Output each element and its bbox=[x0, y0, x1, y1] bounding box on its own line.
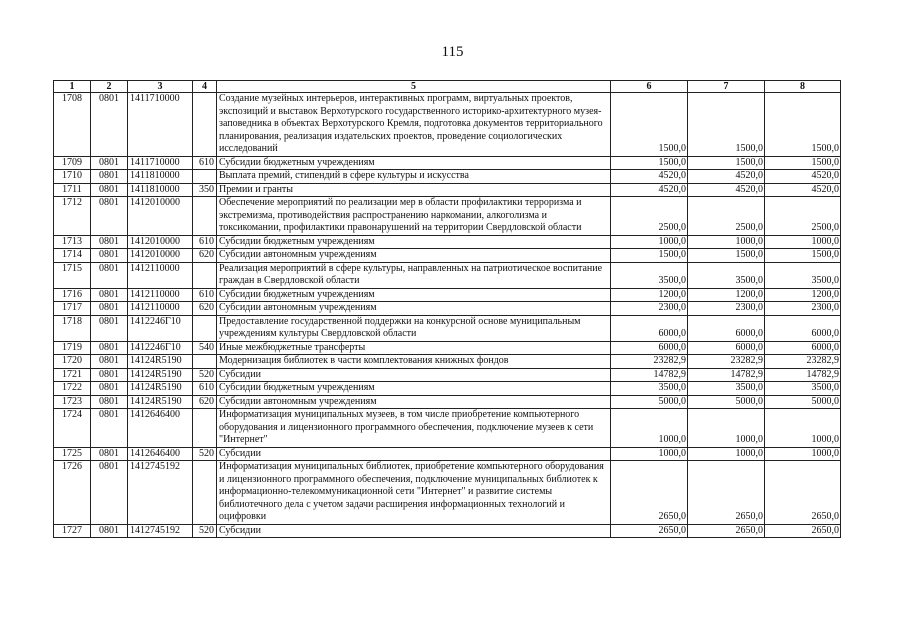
amount-col8-cell: 1500,0 bbox=[765, 156, 841, 170]
amount-col6-cell: 1000,0 bbox=[611, 409, 688, 448]
table-row bbox=[54, 461, 841, 525]
table-row bbox=[54, 395, 841, 409]
amount-col7-cell: 6000,0 bbox=[688, 341, 765, 355]
section-code-cell: 0801 bbox=[91, 461, 128, 525]
section-code-cell: 0801 bbox=[91, 235, 128, 249]
table-row bbox=[54, 235, 841, 249]
amount-col6-cell: 1000,0 bbox=[611, 447, 688, 461]
amount-col8-cell: 1500,0 bbox=[765, 249, 841, 263]
description-cell: Выплата премий, стипендий в сфере культуры и искусства bbox=[217, 170, 611, 184]
amount-col7-cell: 5000,0 bbox=[688, 395, 765, 409]
target-code-cell: 1412010000 bbox=[128, 235, 193, 249]
amount-col6-cell: 3500,0 bbox=[611, 382, 688, 396]
column-header: 3 bbox=[128, 81, 193, 93]
description-cell: Субсидии бюджетным учреждениям bbox=[217, 156, 611, 170]
description-cell: Создание музейных интерьеров, интерактивных программ, виртуальных проектов, экспозиций и выставок Верхотурского государственного историко-архитектурного музея-заповедника в объектах Верхотурского Кремля, подготовка документов территориального планирования, реализация издательских проектов, проведение социологических исследований bbox=[217, 93, 611, 157]
amount-col6-cell: 2650,0 bbox=[611, 524, 688, 538]
description-cell: Информатизация муниципальных библиотек, приобретение компьютерного оборудования и лицензионного программного обеспечения, подключение муниципальных библиотек к информационно-телекоммуникационной сети "Интернет" и развитие системы библиотечного дела с учетом задачи расширения информационных технологий и оцифровки bbox=[217, 461, 611, 525]
amount-col7-cell: 3500,0 bbox=[688, 382, 765, 396]
amount-col6-cell: 4520,0 bbox=[611, 170, 688, 184]
section-code-cell: 0801 bbox=[91, 156, 128, 170]
expense-type-cell: 520 bbox=[193, 368, 217, 382]
row-number-cell: 1727 bbox=[54, 524, 91, 538]
expense-type-cell bbox=[193, 93, 217, 157]
amount-col8-cell: 2300,0 bbox=[765, 302, 841, 316]
expense-type-cell: 610 bbox=[193, 156, 217, 170]
amount-col6-cell: 5000,0 bbox=[611, 395, 688, 409]
amount-col7-cell: 3500,0 bbox=[688, 262, 765, 288]
amount-col6-cell: 1200,0 bbox=[611, 288, 688, 302]
amount-col6-cell: 1500,0 bbox=[611, 93, 688, 157]
row-number-cell: 1715 bbox=[54, 262, 91, 288]
target-code-cell: 1411710000 bbox=[128, 93, 193, 157]
amount-col7-cell: 2500,0 bbox=[688, 197, 765, 236]
amount-col8-cell: 2650,0 bbox=[765, 461, 841, 525]
description-cell: Субсидии бюджетным учреждениям bbox=[217, 235, 611, 249]
amount-col6-cell: 1000,0 bbox=[611, 235, 688, 249]
row-number-cell: 1713 bbox=[54, 235, 91, 249]
description-cell: Информатизация муниципальных музеев, в том числе приобретение компьютерного оборудования и лицензионного программного обеспечения, подключение музеев к сети "Интернет" bbox=[217, 409, 611, 448]
expense-type-cell bbox=[193, 197, 217, 236]
section-code-cell: 0801 bbox=[91, 93, 128, 157]
amount-col7-cell: 2300,0 bbox=[688, 302, 765, 316]
section-code-cell: 0801 bbox=[91, 315, 128, 341]
expense-type-cell: 610 bbox=[193, 382, 217, 396]
row-number-cell: 1711 bbox=[54, 183, 91, 197]
target-code-cell: 1412010000 bbox=[128, 249, 193, 263]
amount-col7-cell: 14782,9 bbox=[688, 368, 765, 382]
row-number-cell: 1716 bbox=[54, 288, 91, 302]
amount-col7-cell: 4520,0 bbox=[688, 170, 765, 184]
amount-col6-cell: 6000,0 bbox=[611, 315, 688, 341]
target-code-cell: 14124R5190 bbox=[128, 368, 193, 382]
amount-col8-cell: 3500,0 bbox=[765, 262, 841, 288]
amount-col8-cell: 1500,0 bbox=[765, 93, 841, 157]
table-row bbox=[54, 355, 841, 369]
amount-col6-cell: 23282,9 bbox=[611, 355, 688, 369]
column-header: 6 bbox=[611, 81, 688, 93]
description-cell: Реализация мероприятий в сфере культуры, направленных на патриотическое воспитание граждан в Свердловской области bbox=[217, 262, 611, 288]
amount-col8-cell: 1000,0 bbox=[765, 235, 841, 249]
amount-col7-cell: 6000,0 bbox=[688, 315, 765, 341]
amount-col6-cell: 6000,0 bbox=[611, 341, 688, 355]
expense-type-cell: 610 bbox=[193, 235, 217, 249]
expense-type-cell: 610 bbox=[193, 288, 217, 302]
row-number-cell: 1726 bbox=[54, 461, 91, 525]
expense-type-cell bbox=[193, 262, 217, 288]
amount-col6-cell: 2500,0 bbox=[611, 197, 688, 236]
section-code-cell: 0801 bbox=[91, 355, 128, 369]
column-header: 1 bbox=[54, 81, 91, 93]
budget-table bbox=[53, 80, 841, 538]
amount-col8-cell: 1200,0 bbox=[765, 288, 841, 302]
row-number-cell: 1721 bbox=[54, 368, 91, 382]
section-code-cell: 0801 bbox=[91, 395, 128, 409]
target-code-cell: 1412110000 bbox=[128, 302, 193, 316]
section-code-cell: 0801 bbox=[91, 341, 128, 355]
section-code-cell: 0801 bbox=[91, 368, 128, 382]
description-cell: Премии и гранты bbox=[217, 183, 611, 197]
target-code-cell: 14124R5190 bbox=[128, 382, 193, 396]
amount-col7-cell: 1000,0 bbox=[688, 447, 765, 461]
amount-col7-cell: 23282,9 bbox=[688, 355, 765, 369]
description-cell: Субсидии bbox=[217, 447, 611, 461]
column-header: 4 bbox=[193, 81, 217, 93]
expense-type-cell bbox=[193, 409, 217, 448]
table-row bbox=[54, 368, 841, 382]
target-code-cell: 14124R5190 bbox=[128, 395, 193, 409]
expense-type-cell: 620 bbox=[193, 395, 217, 409]
section-code-cell: 0801 bbox=[91, 170, 128, 184]
target-code-cell: 1412246Г10 bbox=[128, 341, 193, 355]
amount-col7-cell: 2650,0 bbox=[688, 524, 765, 538]
description-cell: Субсидии автономным учреждениям bbox=[217, 395, 611, 409]
target-code-cell: 1412646400 bbox=[128, 447, 193, 461]
row-number-cell: 1714 bbox=[54, 249, 91, 263]
amount-col7-cell: 4520,0 bbox=[688, 183, 765, 197]
table-row bbox=[54, 93, 841, 157]
column-header: 7 bbox=[688, 81, 765, 93]
expense-type-cell bbox=[193, 315, 217, 341]
amount-col8-cell: 23282,9 bbox=[765, 355, 841, 369]
column-header: 5 bbox=[217, 81, 611, 93]
table-row bbox=[54, 447, 841, 461]
amount-col8-cell: 2650,0 bbox=[765, 524, 841, 538]
table-row bbox=[54, 302, 841, 316]
target-code-cell: 1411810000 bbox=[128, 183, 193, 197]
table-row bbox=[54, 315, 841, 341]
section-code-cell: 0801 bbox=[91, 197, 128, 236]
row-number-cell: 1719 bbox=[54, 341, 91, 355]
amount-col8-cell: 6000,0 bbox=[765, 315, 841, 341]
expense-type-cell bbox=[193, 355, 217, 369]
row-number-cell: 1710 bbox=[54, 170, 91, 184]
column-header: 8 bbox=[765, 81, 841, 93]
description-cell: Обеспечение мероприятий по реализации мер в области профилактики терроризма и экстремизма, противодействия распространению наркомании, алкоголизма и токсикомании, профилактики правонарушений на территории Свердловской области bbox=[217, 197, 611, 236]
amount-col8-cell: 4520,0 bbox=[765, 183, 841, 197]
expense-type-cell: 620 bbox=[193, 302, 217, 316]
amount-col7-cell: 1500,0 bbox=[688, 249, 765, 263]
section-code-cell: 0801 bbox=[91, 447, 128, 461]
target-code-cell: 1412010000 bbox=[128, 197, 193, 236]
amount-col7-cell: 1000,0 bbox=[688, 409, 765, 448]
amount-col7-cell: 1200,0 bbox=[688, 288, 765, 302]
amount-col7-cell: 1000,0 bbox=[688, 235, 765, 249]
amount-col8-cell: 5000,0 bbox=[765, 395, 841, 409]
amount-col8-cell: 4520,0 bbox=[765, 170, 841, 184]
amount-col7-cell: 1500,0 bbox=[688, 93, 765, 157]
row-number-cell: 1720 bbox=[54, 355, 91, 369]
section-code-cell: 0801 bbox=[91, 524, 128, 538]
amount-col8-cell: 14782,9 bbox=[765, 368, 841, 382]
amount-col6-cell: 4520,0 bbox=[611, 183, 688, 197]
amount-col6-cell: 2300,0 bbox=[611, 302, 688, 316]
description-cell: Субсидии bbox=[217, 524, 611, 538]
amount-col8-cell: 1000,0 bbox=[765, 409, 841, 448]
amount-col6-cell: 1500,0 bbox=[611, 156, 688, 170]
table-row bbox=[54, 197, 841, 236]
target-code-cell: 1412745192 bbox=[128, 461, 193, 525]
table-row bbox=[54, 382, 841, 396]
section-code-cell: 0801 bbox=[91, 409, 128, 448]
target-code-cell: 1411710000 bbox=[128, 156, 193, 170]
target-code-cell: 1412646400 bbox=[128, 409, 193, 448]
amount-col6-cell: 3500,0 bbox=[611, 262, 688, 288]
row-number-cell: 1725 bbox=[54, 447, 91, 461]
table-row bbox=[54, 170, 841, 184]
section-code-cell: 0801 bbox=[91, 262, 128, 288]
section-code-cell: 0801 bbox=[91, 302, 128, 316]
page-number: 115 bbox=[441, 44, 464, 60]
description-cell: Субсидии автономным учреждениям bbox=[217, 302, 611, 316]
expense-type-cell: 520 bbox=[193, 524, 217, 538]
row-number-cell: 1718 bbox=[54, 315, 91, 341]
description-cell: Субсидии bbox=[217, 368, 611, 382]
section-code-cell: 0801 bbox=[91, 183, 128, 197]
target-code-cell: 1411810000 bbox=[128, 170, 193, 184]
row-number-cell: 1708 bbox=[54, 93, 91, 157]
table-row bbox=[54, 341, 841, 355]
header-row bbox=[54, 81, 841, 93]
table-row bbox=[54, 288, 841, 302]
amount-col6-cell: 14782,9 bbox=[611, 368, 688, 382]
target-code-cell: 1412110000 bbox=[128, 262, 193, 288]
description-cell: Субсидии бюджетным учреждениям bbox=[217, 382, 611, 396]
section-code-cell: 0801 bbox=[91, 288, 128, 302]
description-cell: Субсидии бюджетным учреждениям bbox=[217, 288, 611, 302]
amount-col8-cell: 2500,0 bbox=[765, 197, 841, 236]
description-cell: Субсидии автономным учреждениям bbox=[217, 249, 611, 263]
expense-type-cell: 350 bbox=[193, 183, 217, 197]
table-row bbox=[54, 524, 841, 538]
target-code-cell: 1412110000 bbox=[128, 288, 193, 302]
amount-col6-cell: 2650,0 bbox=[611, 461, 688, 525]
target-code-cell: 14124R5190 bbox=[128, 355, 193, 369]
row-number-cell: 1717 bbox=[54, 302, 91, 316]
target-code-cell: 1412745192 bbox=[128, 524, 193, 538]
target-code-cell: 1412246Г10 bbox=[128, 315, 193, 341]
expense-type-cell bbox=[193, 461, 217, 525]
amount-col6-cell: 1500,0 bbox=[611, 249, 688, 263]
amount-col7-cell: 2650,0 bbox=[688, 461, 765, 525]
amount-col8-cell: 6000,0 bbox=[765, 341, 841, 355]
row-number-cell: 1724 bbox=[54, 409, 91, 448]
amount-col8-cell: 3500,0 bbox=[765, 382, 841, 396]
expense-type-cell bbox=[193, 170, 217, 184]
description-cell: Иные межбюджетные трансферты bbox=[217, 341, 611, 355]
row-number-cell: 1723 bbox=[54, 395, 91, 409]
table-row bbox=[54, 156, 841, 170]
column-header: 2 bbox=[91, 81, 128, 93]
expense-type-cell: 540 bbox=[193, 341, 217, 355]
section-code-cell: 0801 bbox=[91, 382, 128, 396]
table-row bbox=[54, 409, 841, 448]
description-cell: Модернизация библиотек в части комплектования книжных фондов bbox=[217, 355, 611, 369]
description-cell: Предоставление государственной поддержки на конкурсной основе муниципальным учреждениям культуры Свердловской области bbox=[217, 315, 611, 341]
table-row bbox=[54, 183, 841, 197]
row-number-cell: 1709 bbox=[54, 156, 91, 170]
expense-type-cell: 520 bbox=[193, 447, 217, 461]
row-number-cell: 1722 bbox=[54, 382, 91, 396]
table-row bbox=[54, 262, 841, 288]
row-number-cell: 1712 bbox=[54, 197, 91, 236]
amount-col8-cell: 1000,0 bbox=[765, 447, 841, 461]
expense-type-cell: 620 bbox=[193, 249, 217, 263]
amount-col7-cell: 1500,0 bbox=[688, 156, 765, 170]
section-code-cell: 0801 bbox=[91, 249, 128, 263]
table-row bbox=[54, 249, 841, 263]
